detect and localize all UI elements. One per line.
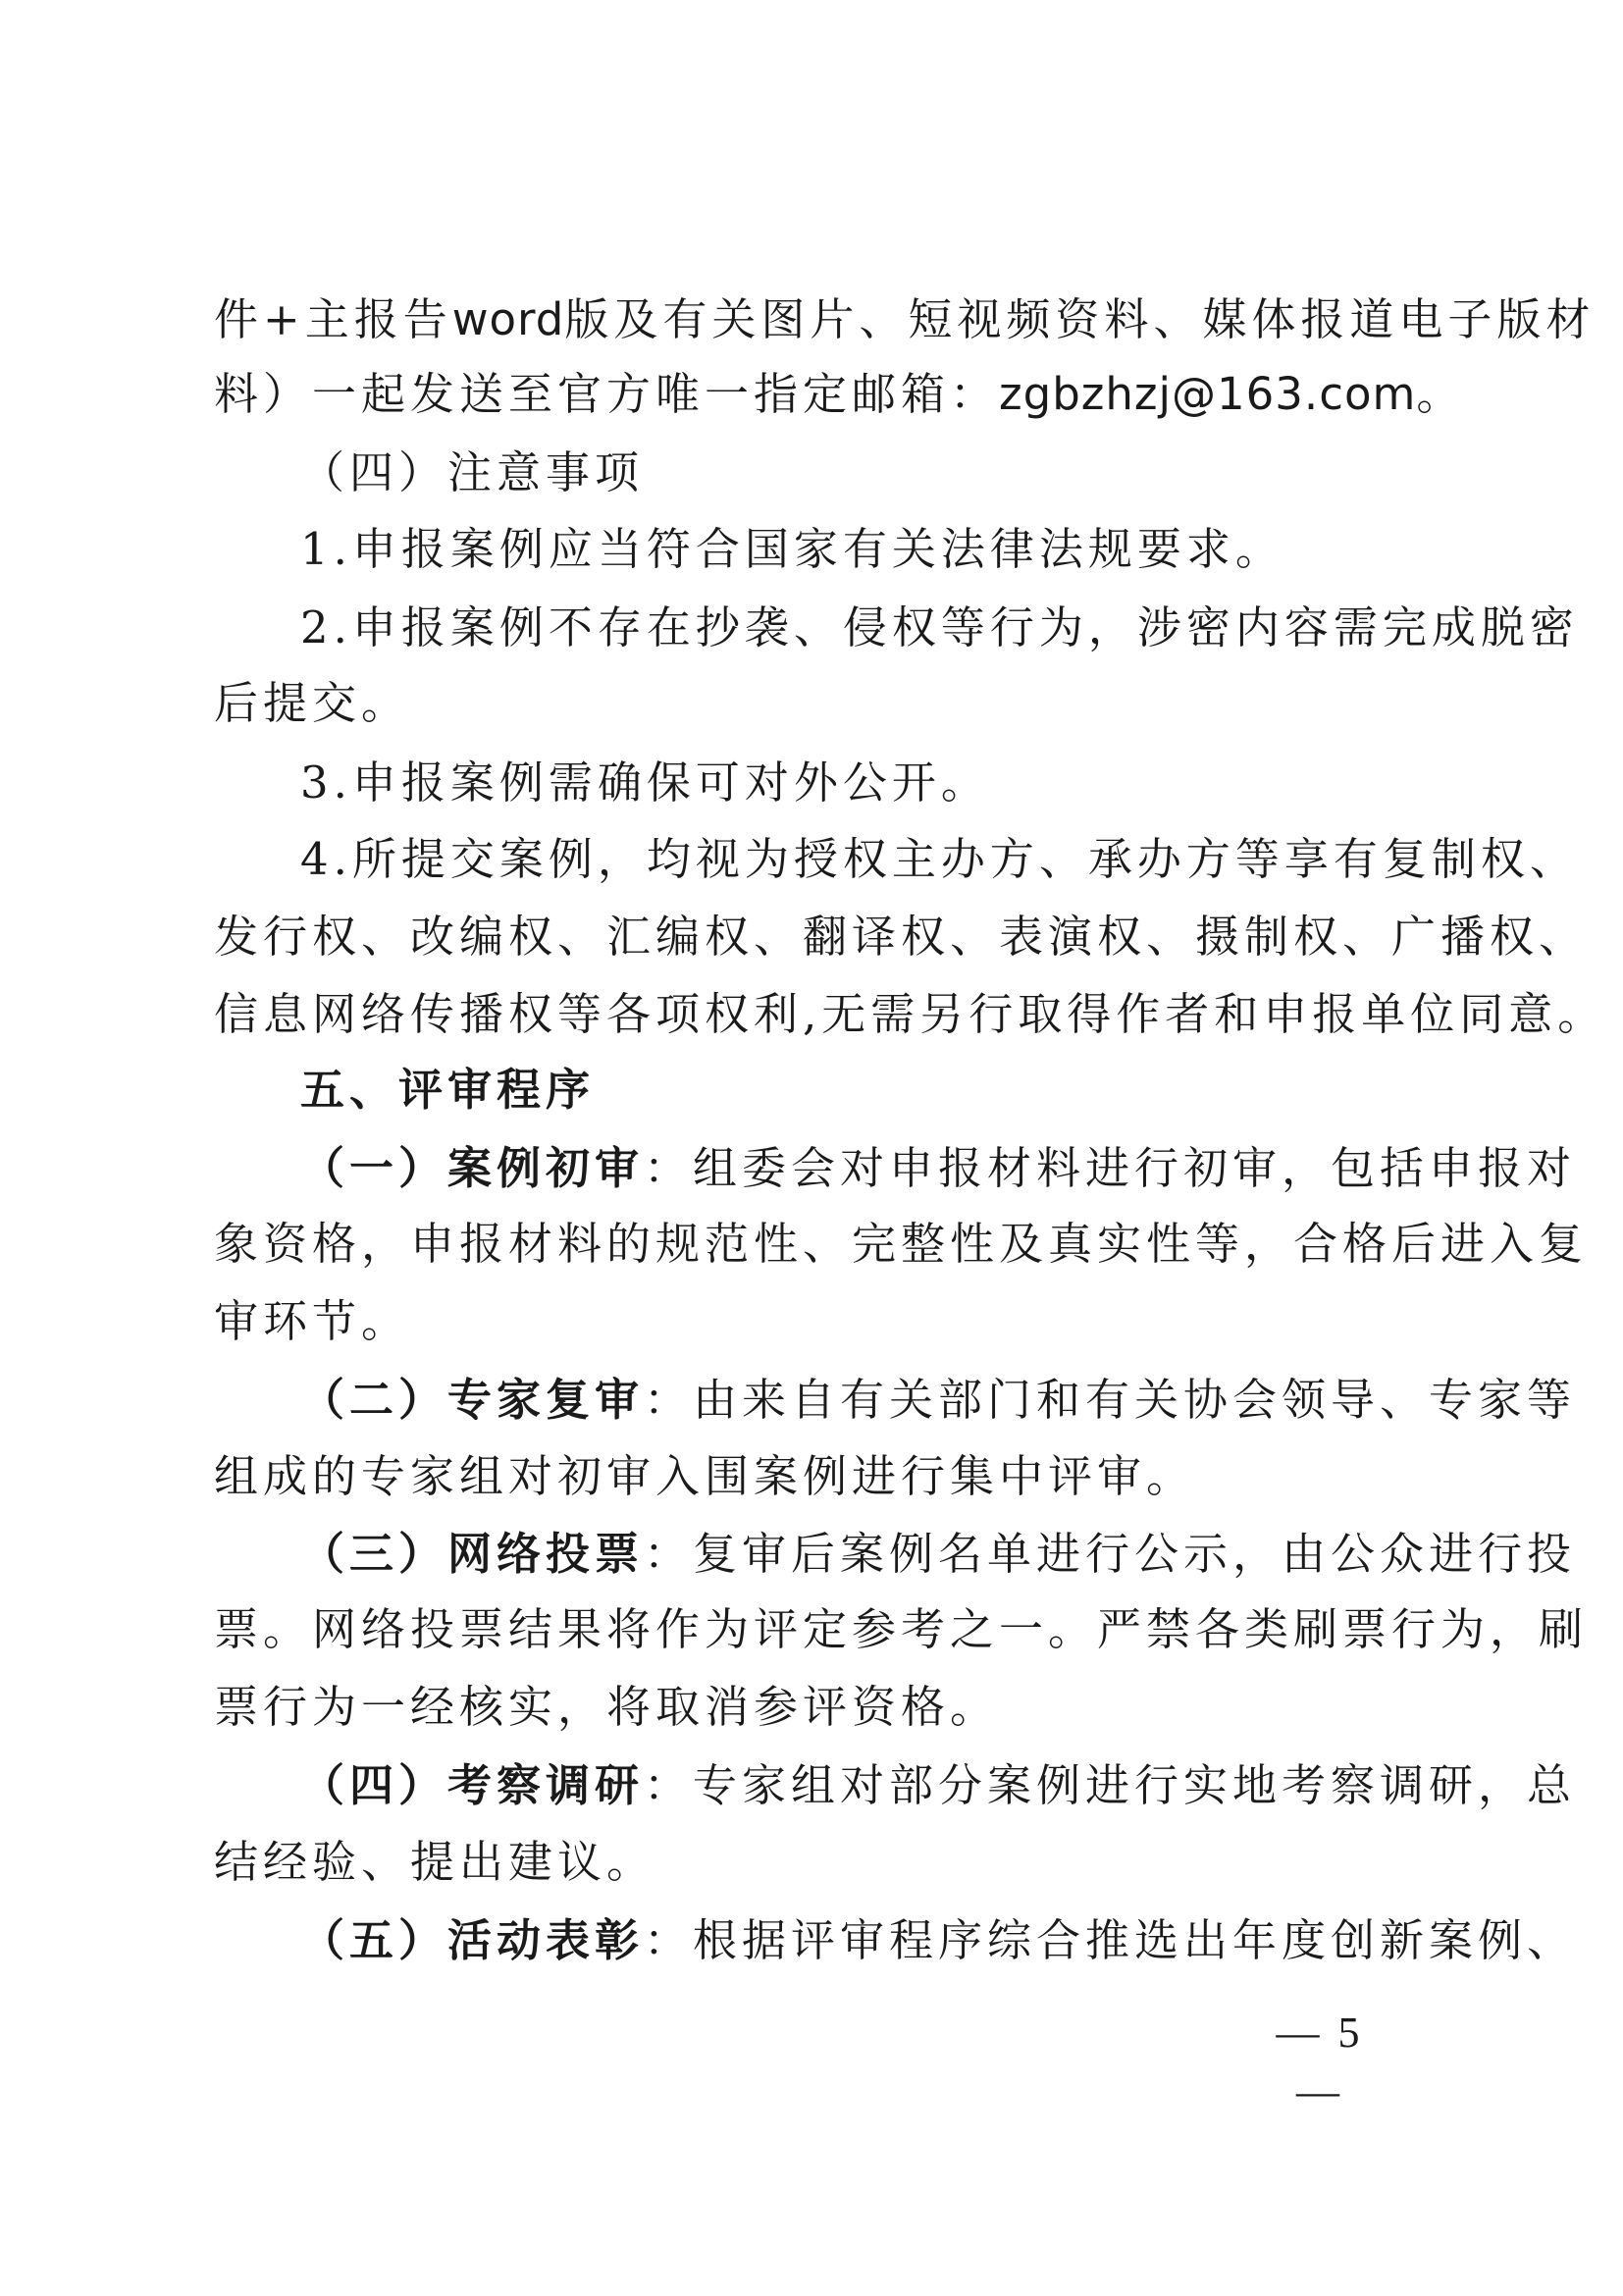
list-item-4: 4.所提交案例，均视为授权主办方、承办方等享有复制权、 [300, 833, 1579, 885]
review-step-3: （三）网络投票：复审后案例名单进行公示，由公众进行投 [300, 1528, 1577, 1580]
review-step-1: （一）案例初审：组委会对申报材料进行初审，包括申报对 [300, 1142, 1577, 1194]
page-number: — 5 — [1276, 2009, 1364, 2115]
review-step-2: （二）专家复审：由来自有关部门和有关协会领导、专家等 [300, 1374, 1577, 1426]
list-item-3: 3.申报案例需确保可对外公开。 [300, 757, 990, 809]
list-item-4-line-2: 发行权、改编权、汇编权、翻译权、表演权、摄制权、广播权、 [214, 911, 1589, 963]
list-item-2-continued: 后提交。 [214, 677, 411, 729]
review-step-2-line-2: 组成的专家组对初审入围案例进行集中评审。 [214, 1450, 1196, 1502]
review-step-4-line-2: 结经验、提出建议。 [214, 1836, 656, 1888]
list-item-1: 1.申报案例应当符合国家有关法律法规要求。 [300, 523, 1284, 575]
review-step-3-line-2: 票。网络投票结果将作为评定参考之一。严禁各类刷票行为，刷 [214, 1603, 1589, 1655]
section-heading-review-process: 五、评审程序 [300, 1064, 596, 1116]
review-step-1-line-3: 审环节。 [214, 1295, 411, 1347]
review-step-5: （五）活动表彰：根据评审程序综合推选出年度创新案例、 [300, 1914, 1577, 1966]
list-item-2: 2.申报案例不存在抄袭、侵权等行为，涉密内容需完成脱密 [300, 601, 1579, 653]
review-step-1-line-2: 象资格，申报材料的规范性、完整性及真实性等，合格后进入复 [214, 1218, 1589, 1270]
paragraph-line-2: 料）一起发送至官方唯一指定邮箱：zgbzhzj@163.com。 [214, 368, 1466, 420]
section-heading-notes: （四）注意事项 [300, 446, 645, 498]
paragraph-line-1: 件+主报告word版及有关图片、短视频资料、媒体报道电子版材 [214, 293, 1596, 345]
review-step-4: （四）考察调研：专家组对部分案例进行实地考察调研，总 [300, 1759, 1577, 1811]
list-item-4-line-3: 信息网络传播权等各项权利,无需另行取得作者和申报单位同意。 [214, 988, 1607, 1040]
review-step-3-line-3: 票行为一经核实，将取消参评资格。 [214, 1681, 1000, 1733]
